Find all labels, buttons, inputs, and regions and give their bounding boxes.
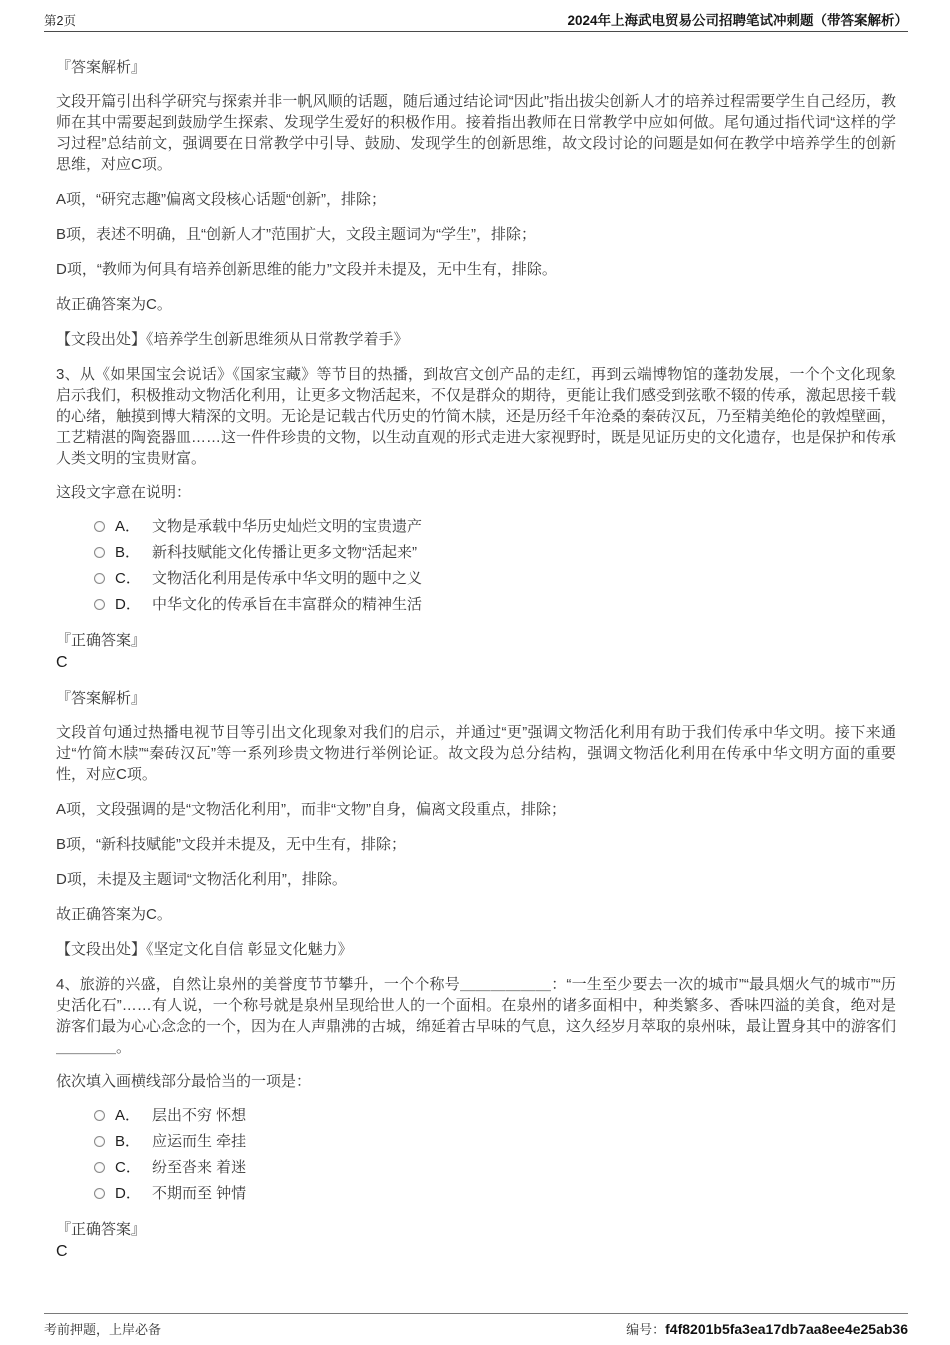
correct-answer-value-q3: C [56, 654, 68, 671]
option-text: 层出不穷 怀想 [152, 1107, 247, 1124]
radio-button-icon[interactable] [94, 599, 105, 610]
footer-document-code [626, 1319, 908, 1338]
radio-button-icon[interactable] [94, 573, 105, 584]
radio-button-icon[interactable] [94, 1162, 105, 1173]
radio-button-icon[interactable] [94, 1188, 105, 1199]
page-header [44, 0, 908, 32]
option-text: 新科技赋能文化传播让更多文物“活起来” [152, 544, 417, 561]
footer-code-value: f4f8201b5fa3ea17db7aa8ee4e25ab36 [665, 1321, 908, 1337]
question4-option-a[interactable] [94, 1105, 896, 1126]
question4-prompt: 依次填入画横线部分最恰当的一项是： [56, 1073, 312, 1090]
option-text: 不期而至 钟情 [152, 1185, 247, 1202]
analysis-conclusion-q3: 故正确答案为C。 [56, 906, 172, 923]
question4-option-b[interactable] [94, 1131, 896, 1152]
option-text: 文物是承载中华历史灿烂文明的宝贵遗产 [152, 518, 423, 535]
analysis-point-d-prev: D项，“教师为何具有培养创新思维的能力”文段并未提及，无中生有，排除。 [56, 261, 557, 278]
option-letter: B． [115, 544, 141, 561]
option-letter: A． [115, 1107, 141, 1124]
question4-option-d[interactable] [94, 1183, 896, 1204]
footer-slogan: 考前押题，上岸必备 [44, 1322, 162, 1337]
radio-button-icon[interactable] [94, 1136, 105, 1147]
analysis-label-q3: 『答案解析』 [56, 690, 147, 707]
option-text: 文物活化利用是传承中华文明的题中之义 [152, 570, 423, 587]
option-text: 应运而生 牵挂 [152, 1133, 247, 1150]
question3-option-c[interactable] [94, 568, 896, 589]
analysis-text-prev: 文段开篇引出科学研究与探索并非一帆风顺的话题，随后通过结论词“因此”指出拔尖创新人才的培养过程需要学生自己经历，教师在其中需要起到鼓励学生探索、发现学生爱好的积极作用。接着指出教师在日常教学中应如何做。尾句通过指代词“这样的学习过程”总结前文，强调要在日常教学中引导、鼓励、发现学生的创新思维，故文段讨论的问题是如何在教学中培养学生的创新思维，对应C项。 [56, 93, 896, 173]
option-letter: D． [115, 596, 141, 613]
question3-options [94, 516, 896, 615]
document-body [56, 31, 896, 1264]
page-number-label: 第2页 [44, 14, 76, 28]
question3-option-a[interactable] [94, 516, 896, 537]
analysis-point-b-q3: B项，“新科技赋能”文段并未提及，无中生有，排除； [56, 836, 406, 853]
question3-stem: 3、从《如果国宝会说话》《国家宝藏》等节目的热播，到故宫文创产品的走红，再到云端博物馆的蓬勃发展，一个个文化现象启示我们，积极推动文物活化利用，让更多文物活起来，不仅是群众的期待，更能让我们感受到弦歌不辍的传承，激起思接千载的心绪，触摸到博大精深的文明。无论是记载古代历史的竹简木牍，还是历经千年沧桑的秦砖汉瓦，乃至精美绝伦的敦煌壁画，工艺精湛的陶瓷器皿……这一件件珍贵的文物，以生动直观的形式走进大家视野时，既是见证历史的文化遗存，也是保护和传承人类文明的宝贵财富。 [56, 366, 897, 467]
option-text: 中华文化的传承旨在丰富群众的精神生活 [152, 596, 423, 613]
option-letter: B． [115, 1133, 141, 1150]
question4-option-c[interactable] [94, 1157, 896, 1178]
radio-button-icon[interactable] [94, 547, 105, 558]
question3-option-d[interactable] [94, 594, 896, 615]
analysis-label-prev: 『答案解析』 [56, 59, 147, 76]
question3-prompt: 这段文字意在说明： [56, 484, 192, 501]
question3-option-b[interactable] [94, 542, 896, 563]
question4-options [94, 1105, 896, 1204]
correct-answer-value-q4: C [56, 1243, 68, 1260]
analysis-text-q3: 文段首句通过热播电视节目等引出文化现象对我们的启示，并通过“更”强调文物活化利用有助于我们传承中华文明。接下来通过“竹简木牍”“秦砖汉瓦”等一系列珍贵文物进行举例论证。故文段为总分结构，强调文物活化利用在传承中华文明方面的重要性，对应C项。 [56, 724, 896, 783]
analysis-point-d-q3: D项，未提及主题词“文物活化利用”，排除。 [56, 871, 347, 888]
option-letter: C． [115, 570, 141, 587]
page-footer [44, 1313, 908, 1338]
option-letter: A． [115, 518, 141, 535]
option-letter: D． [115, 1185, 141, 1202]
analysis-conclusion-prev: 故正确答案为C。 [56, 296, 172, 313]
radio-button-icon[interactable] [94, 521, 105, 532]
option-letter: C． [115, 1159, 141, 1176]
footer-code-label: 编号： [626, 1322, 666, 1337]
correct-answer-label-q3: 『正确答案』 [56, 632, 147, 649]
analysis-point-a-prev: A项，“研究志趣”偏离文段核心话题“创新”，排除； [56, 191, 386, 208]
document-title: 2024年上海武电贸易公司招聘笔试冲刺题（带答案解析） [567, 13, 908, 28]
analysis-point-a-q3: A项，文段强调的是“文物活化利用”，而非“文物”自身，偏离文段重点，排除； [56, 801, 566, 818]
source-citation-q3: 【文段出处】《坚定文化自信 彰显文化魅力》 [56, 941, 353, 958]
question4-stem: 4、旅游的兴盛，自然让泉州的美誉度节节攀升，一个个称号＿＿＿＿＿＿：“一生至少要去一次的城市”“最具烟火气的城市”“历史活化石”……有人说，一个称号就是泉州呈现给世人的一个面相。在泉州的诸多面相中，种类繁多、香味四溢的美食，绝对是游客们最为心心念念的一个，因为在人声鼎沸的古城，绵延着古早味的气息，这久经岁月萃取的泉州味，最让置身其中的游客们＿＿＿＿。 [56, 976, 897, 1056]
radio-button-icon[interactable] [94, 1110, 105, 1121]
option-text: 纷至沓来 着迷 [152, 1159, 247, 1176]
correct-answer-label-q4: 『正确答案』 [56, 1221, 147, 1238]
source-citation-prev: 【文段出处】《培养学生创新思维须从日常教学着手》 [56, 331, 409, 348]
analysis-point-b-prev: B项，表述不明确，且“创新人才”范围扩大，文段主题词为“学生”，排除； [56, 226, 536, 243]
